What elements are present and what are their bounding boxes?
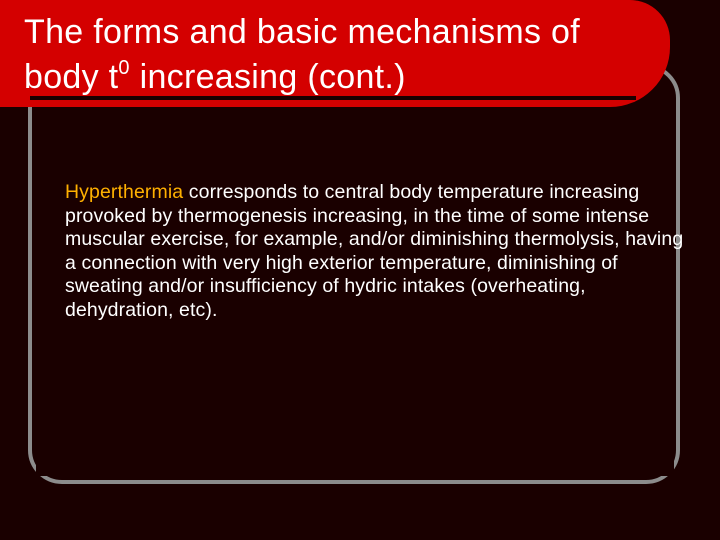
body-paragraph [65, 181, 685, 323]
title-bar [0, 0, 670, 107]
title-superscript: 0 [118, 57, 130, 79]
highlighted-term: Hyperthermia [65, 181, 184, 203]
title-text-part1: The forms and basic mechanisms of body t [24, 13, 581, 96]
title-text-part2: increasing (cont.) [129, 58, 406, 96]
body-text: corresponds to central body temperature increasing provoked by thermogenesis increasing, in the time of some intense muscular exercise, for example, and/or diminishing thermolysis, having a connection with very high exterior temperature, diminishing of sweating and/or insufficiency of hydric intakes (overheating, dehydration, etc). [65, 181, 684, 321]
slide-title [24, 10, 664, 100]
title-underline [30, 96, 636, 100]
